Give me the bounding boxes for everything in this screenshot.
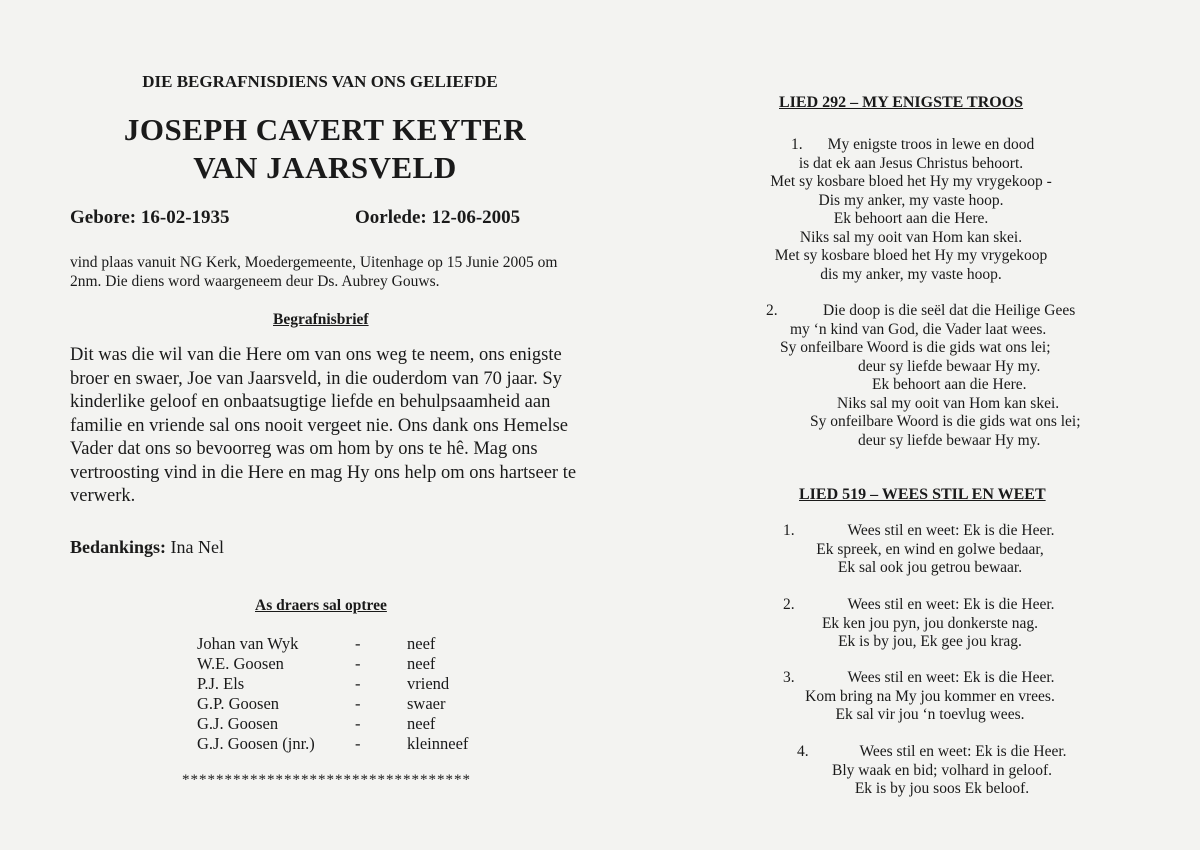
verse-line: Sy onfeilbare Woord is die gids wat ons lei; [780,339,1051,356]
verse-line: Ek is by jou soos Ek beloof. [854,780,1030,797]
hymn-292-verse-1-number: 1. [791,136,803,153]
bearer-row [197,634,468,654]
hymn-292-verse-2 [760,302,1100,450]
verse-line: Niks sal my ooit van Hom kan skei. [837,394,1060,412]
hymn-519-verse-2 [760,596,1100,652]
verse-line: Niks sal my ooit van Hom kan skei. [799,228,1023,246]
bearer-name: G.J. Goosen (jnr.) [197,734,315,753]
verse-line: Dis my anker, my vaste hoop. [818,191,1004,209]
hymn-519-verse-3-number: 3. [783,669,795,686]
verse-line: My enigste troos in lewe en dood [827,136,1035,153]
verse-line: my ‘n kind van God, die Vader laat wees. [790,320,1047,338]
verse-line: Met sy kosbare bloed het Hy my vrygekoop - [770,173,1052,190]
hymn-292-verse-1 [736,136,1086,284]
bearer-dash: - [355,674,361,693]
bearer-name: W.E. Goosen [197,654,284,673]
death-date: Oorlede: 12-06-2005 [355,207,521,228]
bearers-table [197,634,468,754]
bearer-row [197,654,468,674]
bearer-row [197,734,468,754]
bearer-row [197,674,468,694]
service-details: vind plaas vanuit NG Kerk, Moedergemeente, Uitenhage op 15 Junie 2005 om 2nm. Die diens word waargeneem deur Ds. Aubrey Gouws. [70,254,558,290]
verse-line: Ek ken jou pyn, jou donkerste nag. [821,614,1039,632]
program-heading: DIE BEGRAFNISDIENS VAN ONS GELIEFDE [142,72,498,91]
hymn-292-title: LIED 292 – MY ENIGSTE TROOS [779,94,1024,111]
bearer-dash: - [355,654,361,673]
verse-line: Die doop is die seël dat die Heilige Gees [823,302,1076,319]
bearer-dash: - [355,714,361,733]
bearer-dash: - [355,634,361,653]
funeral-letter-text: Dit was die wil van die Here om van ons weg te neem, ons enigste broer en swaer, Joe van Jaarsveld, in die ouderdom van 70 jaar. Sy kinderlike geloof en onbaatsugtige liefde en behulpsaamheid aan familie en vriende sal ons nooit vergeet nie. Ons dank ons Hemelse Vader dat ons so bevoorreg was om hom by ons te hê. Mag ons vertroosting vind in die Here en mag Hy ons help om ons hartseer te verwerk. [70,345,577,506]
verse-line: Ek behoort aan die Here. [833,210,989,227]
bearer-row [197,694,468,714]
verse-line: dis my anker, my vaste hoop. [820,265,1002,283]
birth-date: Gebore: 16-02-1935 [70,207,230,228]
bearer-relation: vriend [407,674,450,693]
bearer-dash: - [355,694,361,713]
verse-line: Ek sal vir jou ‘n toevlug wees. [835,706,1025,723]
verse-line: deur sy liefde bewaar Hy my. [858,357,1041,375]
hymn-519-verse-3 [760,669,1100,725]
hymn-519-verse-1-number: 1. [783,522,795,539]
hymn-519-verse-4-number: 4. [797,743,809,760]
bearer-relation: swaer [407,694,446,713]
bearer-name: P.J. Els [197,674,245,693]
verse-line: Wees stil en weet: Ek is die Heer. [847,596,1055,613]
deceased-name-line2: VAN JAARSVELD [193,150,457,185]
divider-stars: ********************************** [182,772,471,788]
verse-line: Sy onfeilbare Woord is die gids wat ons lei; [810,413,1081,430]
thanks-value: Ina Nel [170,537,225,557]
verse-line: deur sy liefde bewaar Hy my. [858,431,1041,449]
thanks-label: Bedankings: [70,537,167,557]
bearer-relation: kleinneef [407,734,469,753]
bearers-title: As draers sal optree [255,597,387,614]
bearer-relation: neef [407,714,436,733]
verse-line: Wees stil en weet: Ek is die Heer. [847,669,1055,686]
verse-line: Wees stil en weet: Ek is die Heer. [859,743,1067,760]
verse-line: Ek behoort aan die Here. [872,376,1027,393]
deceased-name-line1: JOSEPH CAVERT KEYTER [123,112,527,147]
hymn-519-verse-4 [772,743,1112,799]
bearer-name: Johan van Wyk [197,634,299,653]
bearer-relation: neef [407,634,436,653]
hymn-519-verse-2-number: 2. [783,596,795,613]
bearer-row [197,714,468,734]
letter-title: Begrafnisbrief [273,311,369,328]
hymn-519-verse-1 [760,522,1100,578]
verse-line: Ek is by jou, Ek gee jou krag. [838,633,1022,650]
verse-line: Ek sal ook jou getrou bewaar. [837,559,1023,576]
verse-line: Bly waak en bid; volhard in geloof. [832,761,1052,779]
verse-line: Met sy kosbare bloed het Hy my vrygekoop [774,247,1048,264]
verse-line: Wees stil en weet: Ek is die Heer. [847,522,1055,539]
verse-line: is dat ek aan Jesus Christus behoort. [798,154,1024,172]
verse-line: Kom bring na My jou kommer en vrees. [805,687,1055,705]
bearer-dash: - [355,734,361,753]
verse-line: Ek spreek, en wind en golwe bedaar, [816,540,1044,558]
bearer-name: G.P. Goosen [197,694,280,713]
hymn-292-verse-2-number: 2. [766,302,778,319]
acknowledgements [70,537,224,558]
bearer-name: G.J. Goosen [197,714,279,733]
bearer-relation: neef [407,654,436,673]
hymn-519-title: LIED 519 – WEES STIL EN WEET [799,486,1046,503]
